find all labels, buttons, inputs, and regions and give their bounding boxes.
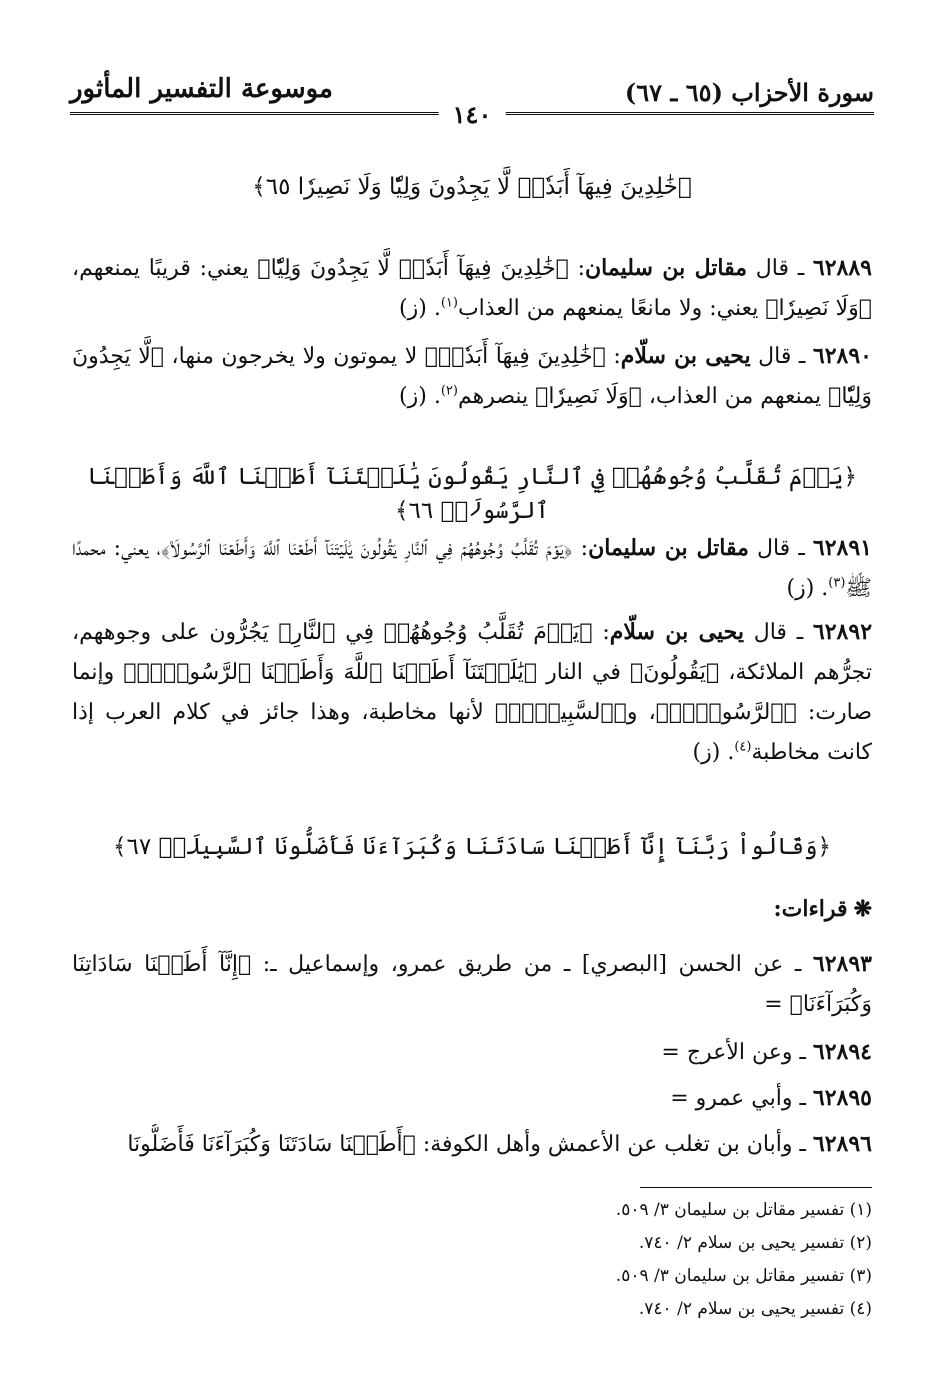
narration-62891 bbox=[72, 528, 872, 609]
narration-lead: ـ قال bbox=[747, 256, 813, 281]
narration-tail: . (ز) bbox=[692, 740, 735, 765]
narration-lead: ـ قال bbox=[750, 344, 813, 369]
footnote-2: (٢) تفسير يحيى بن سلام ٢/ ٧٤٠. bbox=[638, 1233, 872, 1253]
flower-ornament-icon: ❋ bbox=[853, 896, 872, 922]
footnote-ref: (٢) bbox=[440, 383, 458, 399]
readings-title: قراءات: bbox=[773, 896, 848, 922]
quran-verse-66: ﴿يَوۡمَ تُقَلَّبُ وُجُوهُهُمۡ فِي ٱلنَّارِ يَقُولُونَ يَٰلَيۡتَنَآ أَطَعۡنَا ٱللَّهَ وَأَطَعۡنَا ٱلرَّسُولَا۠ ٦٦﴾ bbox=[87, 464, 857, 524]
narration-number: ٦٢٨٩٠ bbox=[812, 343, 872, 369]
narration-number: ٦٢٨٩١ bbox=[812, 535, 872, 561]
page-number: ١٤٠ bbox=[439, 100, 506, 129]
narration-tail: . (ز) bbox=[786, 576, 829, 601]
narrator-name: يحيى بن سلّام bbox=[620, 343, 751, 369]
narration-number: ٦٢٨٩٢ bbox=[812, 619, 873, 645]
narration-62893 bbox=[72, 944, 872, 1025]
narration-62894 bbox=[72, 1032, 872, 1073]
narration-number: ٦٢٨٩٦ bbox=[812, 1131, 872, 1157]
footnote-separator bbox=[640, 1187, 872, 1188]
narration-62889 bbox=[72, 248, 872, 329]
book-title: موسوعة التفسير المأثور bbox=[70, 74, 333, 104]
narrator-name: يحيى بن سلّام bbox=[609, 619, 744, 645]
footnote-1: (١) تفسير مقاتل بن سليمان ٣/ ٥٠٩. bbox=[615, 1200, 872, 1220]
narration-text: ـ وعن الأعرج = bbox=[661, 1040, 813, 1065]
narration-number: ٦٢٨٩٣ bbox=[812, 951, 872, 977]
narration-62892 bbox=[72, 612, 872, 773]
narration-lead: ـ قال bbox=[748, 536, 813, 561]
narration-lead: ـ قال bbox=[743, 620, 813, 645]
narration-text: ـ وأبان بن تغلب عن الأعمش وأهل الكوفة: ﴿أَطَعۡنَا سَادَتَنَا وَكُبَرَآءَنَا فَأَضَلُّونَا bbox=[127, 1132, 813, 1157]
narration-number: ٦٢٨٩٥ bbox=[812, 1085, 872, 1111]
narration-text: : ﴿يَوۡمَ تُقَلَّبُ وُجُوهُهُمۡ فِي ٱلنَّارِ يَقُولُونَ يَٰلَيۡتَنَآ أَطَعۡنَا ٱللَّهَ وَأَطَعۡنَا ٱلرَّسُولَا۠﴾، يعني: محمدًا ﷺ bbox=[72, 536, 872, 601]
narration-text: : ﴿خَٰلِدِينَ فِيهَآ أَبَدٗاۖ لَّا يَجِدُونَ وَلِيّٗا﴾ يعني: قريبًا يمنعهم، ﴿وَلَا نَصِيرٗا﴾ يعني: ولا مانعًا يمنعهم من العذاب bbox=[72, 256, 872, 321]
narrator-name: مقاتل بن سليمان bbox=[588, 535, 749, 561]
narration-text: ـ عن الحسن [البصري] ـ من طريق عمرو، وإسماعيل ـ: ﴿إِنَّآ أَطَعۡنَا سَادَاتِنَا وَكُبَرَآءَنَا﴾ = bbox=[72, 952, 872, 1017]
page-header bbox=[70, 60, 874, 130]
narration-62895 bbox=[72, 1078, 872, 1119]
narration-62896 bbox=[72, 1124, 872, 1164]
narrator-name: مقاتل بن سليمان bbox=[585, 255, 748, 281]
narration-62890 bbox=[72, 336, 872, 417]
narration-text: ـ وأبي عمرو = bbox=[670, 1086, 813, 1111]
narration-tail: . (ز) bbox=[399, 296, 441, 321]
footnote-3: (٣) تفسير مقاتل بن سليمان ٣/ ٥٠٩. bbox=[615, 1266, 872, 1286]
footnote-ref: (١) bbox=[440, 295, 458, 311]
narration-text: : ﴿خَٰلِدِينَ فِيهَآ أَبَدٗاۖ﴾ لا يموتون ولا يخرجون منها، ﴿لَّا يَجِدُونَ وَلِيّٗا﴾ يمنعهم من العذاب، ﴿وَلَا نَصِيرٗا﴾ ينصرهم bbox=[72, 344, 872, 409]
readings-heading bbox=[774, 896, 873, 922]
quran-verse-65: ﴿خَٰلِدِينَ فِيهَآ أَبَدٗاۖ لَّا يَجِدُونَ وَلِيّٗا وَلَا نَصِيرٗا ٦٥﴾ bbox=[252, 174, 692, 200]
footnote-ref: (٣) bbox=[828, 575, 846, 591]
quran-verse-67: ﴿وَقَالُواْ رَبَّنَآ إِنَّآ أَطَعۡنَا سَادَتَنَا وَكُبَرَآءَنَا فَأَضَلُّونَا ٱلسَّبِيلَا۠ ٦٧﴾ bbox=[113, 834, 831, 860]
footnotes bbox=[352, 1194, 872, 1326]
footnote-ref: (٤) bbox=[734, 739, 752, 755]
footnote-4: (٤) تفسير يحيى بن سلام ٢/ ٧٤٠. bbox=[638, 1299, 872, 1319]
narration-tail: . (ز) bbox=[399, 384, 441, 409]
narration-text: : ﴿يَوۡمَ تُقَلَّبُ وُجُوهُهُمۡ فِي ٱلنَّارِ﴾ يَجُرُّون على وجوههم، تجرُّهم الملائكة، ﴿يَقُولُونَ﴾ في النار ﴿يَٰلَيۡتَنَآ أَطَعۡنَا ٱللَّهَ وَأَطَعۡنَا ٱلرَّسُولَا۠﴾ وإنما صارت: ﴿ٱلرَّسُولَا۠﴾، و﴿ٱلسَّبِيلَا۠﴾ لأنها مخاطبة، وهذا جائز في كلام العرب إذا كانت مخاطبة bbox=[72, 620, 872, 765]
narration-number: ٦٢٨٨٩ bbox=[812, 255, 872, 281]
chapter-title: سورة الأحزاب (٦٥ ـ ٦٧) bbox=[624, 78, 874, 107]
narration-number: ٦٢٨٩٤ bbox=[812, 1039, 872, 1065]
